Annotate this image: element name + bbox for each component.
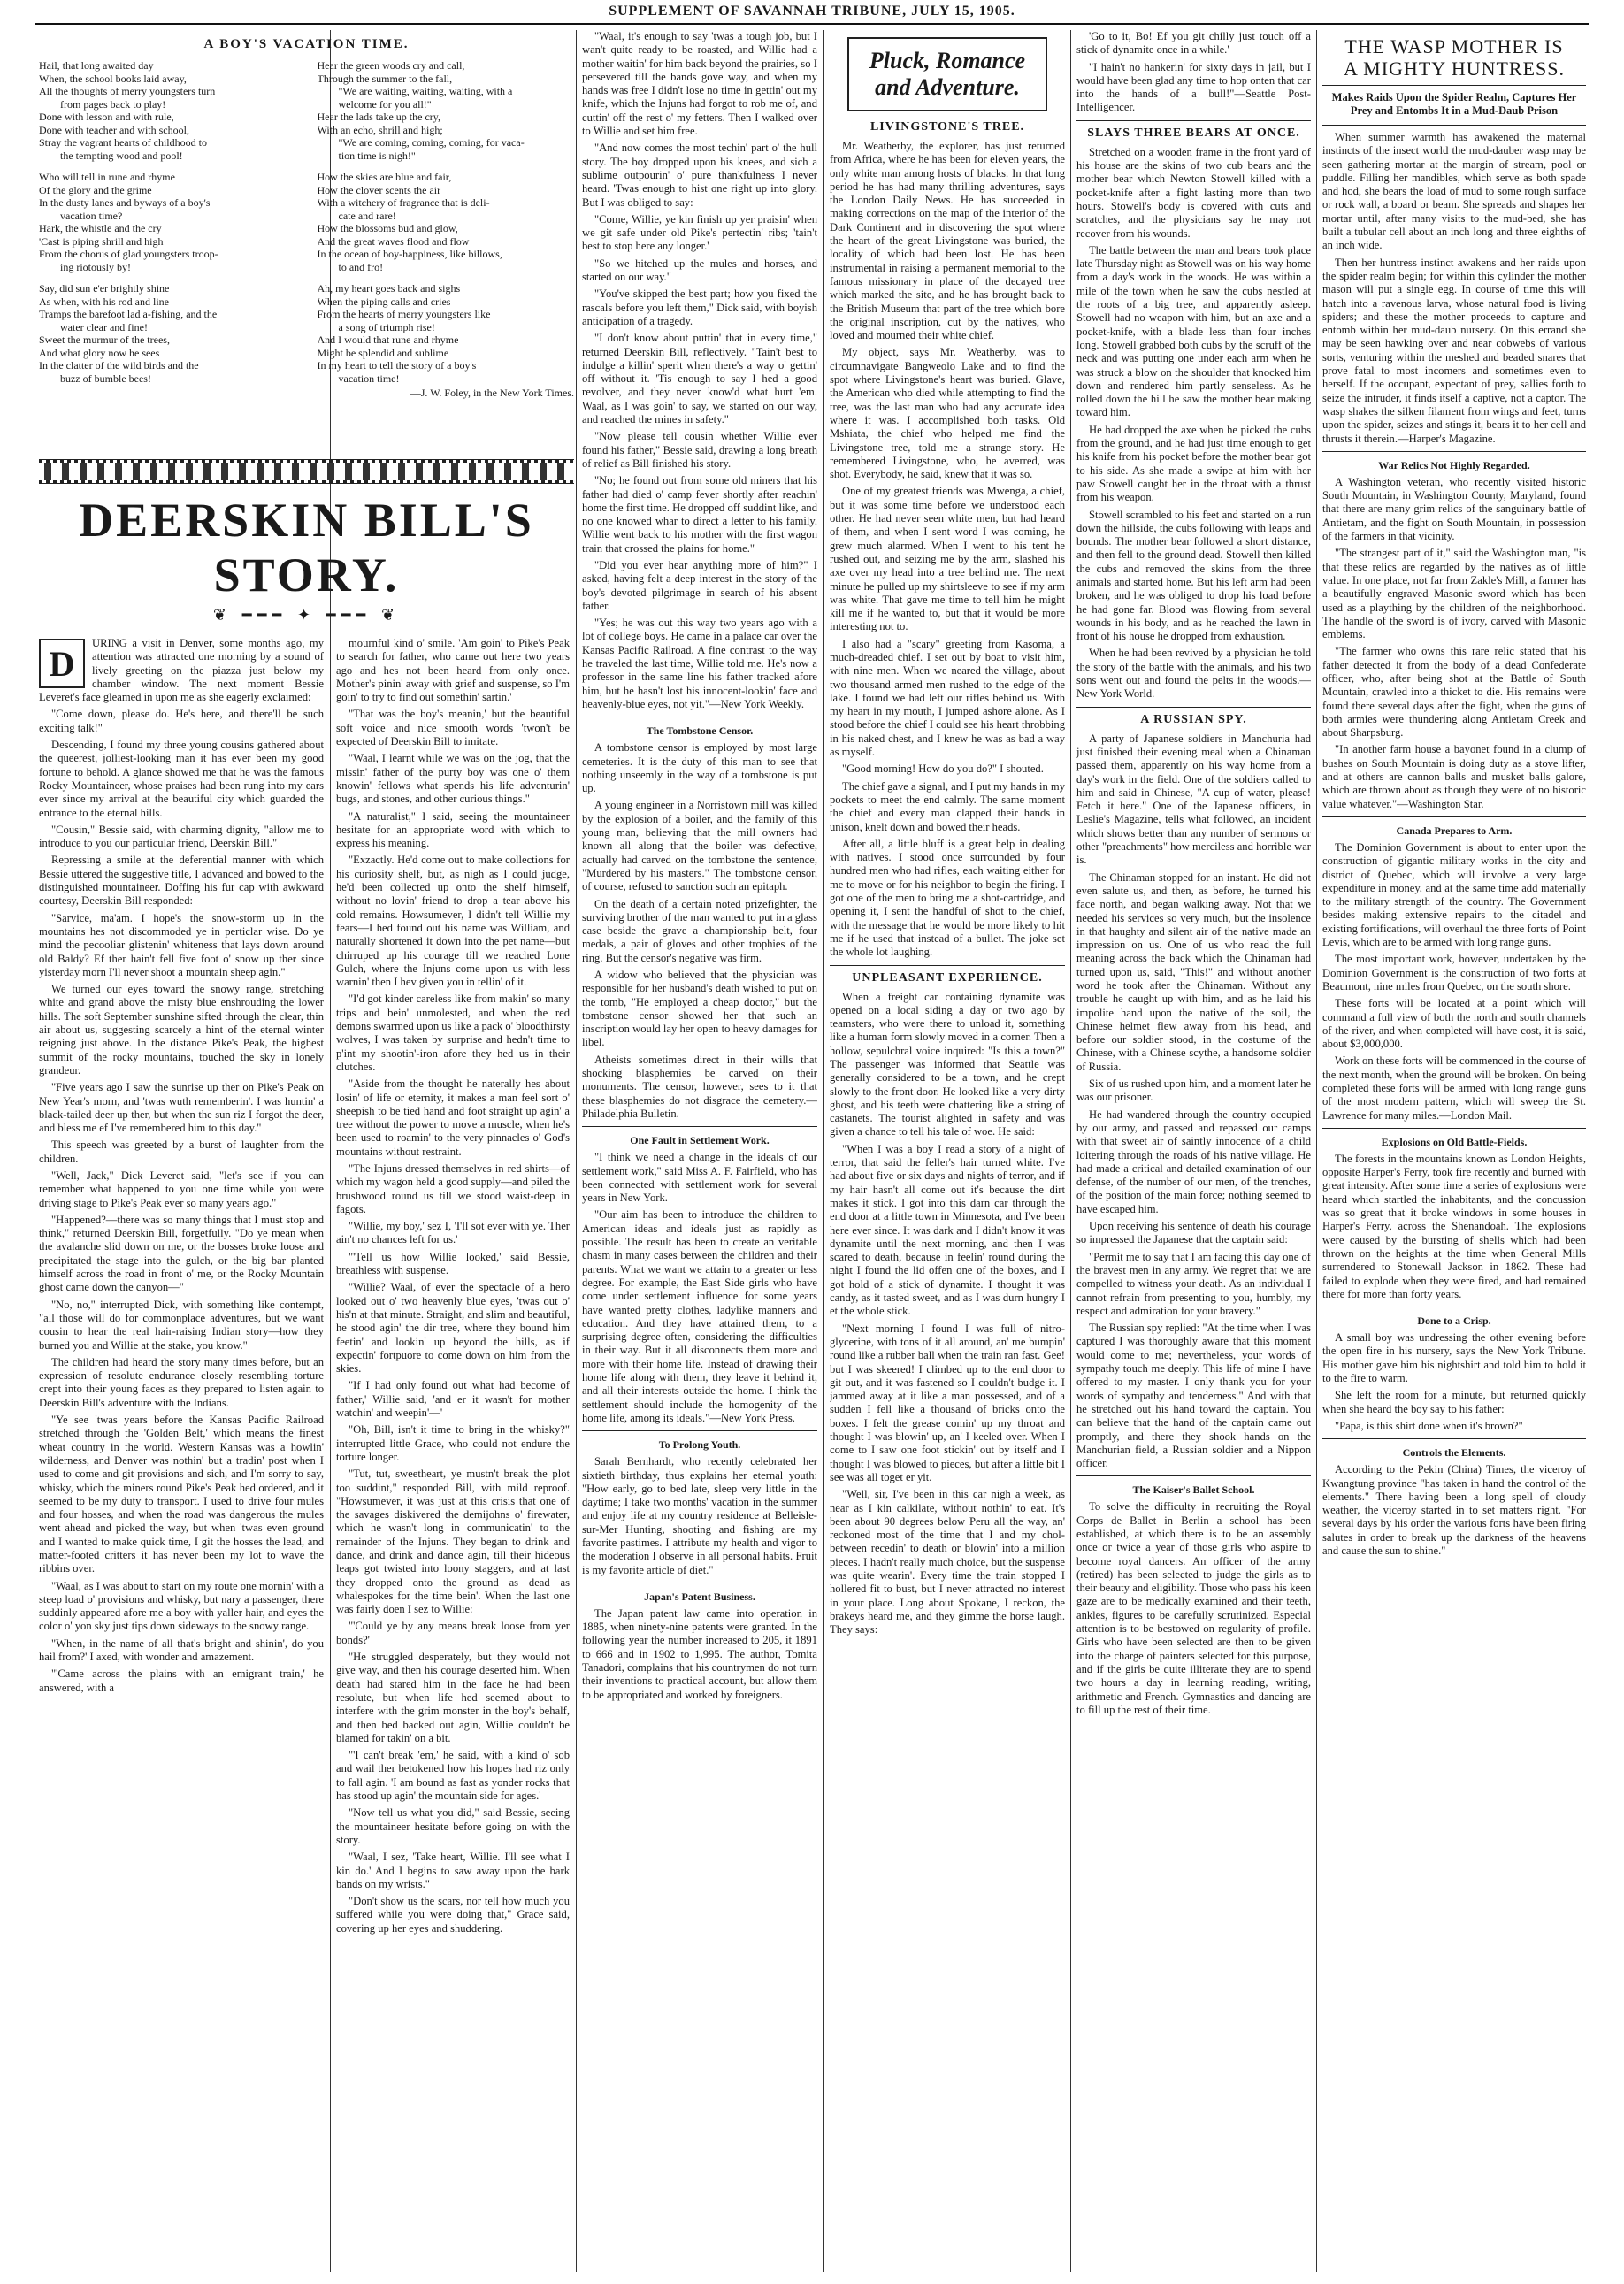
pluck-romance-banner	[847, 37, 1047, 111]
paragraph: Sarah Bernhardt, who recently celebrated her sixtieth birthday, thus explains her eternal youth: "How early, go to bed late, sleep very little in the daytime; I take two months' vacation in the summer and enjoy life at my country residence at Belleisle-sur-Mer Hunting, shooting and fishing are my favorite pastimes. I attribute my health and vigor to the moderation I observe in all personal habits. Fruit is my favorite article of diet."	[582, 1455, 817, 1576]
paragraph: The most important work, however, undertaken by the Dominion Government is the construction of two forts at Beaumont, nine miles from Quebec, on the south shore.	[1322, 953, 1586, 993]
story-col1-text	[39, 637, 324, 1695]
paragraph: A widow who believed that the physician was responsible for her husband's death wished to put on the tomb, "He employed a cheap doctor," but the tombstone censor showed her that such an inscription would lay her open to heavy damages for libel.	[582, 969, 817, 1049]
paragraph: A party of Japanese soldiers in Manchuria had just finished their evening meal when a Chinaman passed them, apparently on his way home from a day's work in the field. One of the soldiers called to him and said in Chinese, "A cup of water, please! Fetch it here." One of the Japanese officers, in Leslie's Magazine, tells what followed, an incident which shows better than any number of sermons or other "preachments" how merciless and horrible war is.	[1076, 732, 1311, 867]
paragraph: "So we hitched up the mules and horses, and started on our way."	[582, 257, 817, 284]
wasp-title-line-2: A MIGHTY HUNTRESS.	[1343, 57, 1566, 80]
paragraph: "In another farm house a bayonet found in a clump of bushes on South Mountain is doing duty as a stove lifter, and at others are cannon balls and musket balls galore, which are thrown about as though they were of no historic value whatever."—Washington Star.	[1322, 743, 1586, 810]
paragraph: A young engineer in a Norristown mill was killed by the explosion of a boiler, and the family of this young man, believing that the mill owners had known all along that the boiler was defective, actually had carved on the tombstone the sentence, "Murdered by his masters." The tombstone censor, of course, refused to sanction such an epitaph.	[582, 799, 817, 893]
paragraph: When summer warmth has awakened the maternal instincts of the insect world the mud-dauber wasp may be seen gathering mortar at the margin of stream, pool or puddle. Filling her mandibles, which serve as both spade and hod, she bears the load of mud to some rough surface or rock wall, a board or beam. She spreads and shapes her mortar until, after many visits to the mud-bed, she has built a tubular cell about an inch long and three eighths of an inch wide.	[1322, 131, 1586, 252]
paragraph: "I'd got kinder careless like from makin' so many trips and bein' unmolested, and when the red demons swarmed upon us like a pack o' bloodthirsty wolves, I was taken by surprise and hedn't time to p'int my shootin'-iron afore they hed us in their clutches.	[336, 993, 570, 1073]
paragraph: 'Go to it, Bo! Ef you git chilly just touch off a stick of dynamite once in a while.'	[1076, 30, 1311, 57]
poem-line: Of the glory and the grime	[39, 183, 152, 196]
crisp-heading: Done to a Crisp.	[1417, 1314, 1491, 1328]
relics-article	[1322, 476, 1586, 811]
poem-line: In the ocean of boy-happiness, like billows,	[317, 248, 502, 260]
paragraph: "I hain't no hankerin' for sixty days in jail, but I would have been glad any time to hop onten that car into the hands of a bull!"—Seattle Post-Intelligencer.	[1076, 60, 1311, 114]
settlement-article	[582, 1151, 817, 1425]
wasp-title-line-1: THE WASP MOTHER IS	[1344, 35, 1564, 57]
divider	[1322, 816, 1586, 817]
tombstone-article	[582, 741, 817, 1121]
poem-left-column	[39, 59, 296, 385]
paragraph: "Willie? Waal, of ever the spectacle of a hero looked out o' two heavenly blue eyes, 'twas out o' his'n at that minute. Straight, and slim and beautiful, he stood agin' the dir tree, where they bound him feetin' and lookin' up beyond the hills, as if expectin' fortpuore to come down on him from the skies.	[336, 1281, 570, 1376]
paragraph: Then her huntress instinct awakens and her raids upon the spider realm begin; for within this cylinder the mother mason will put a single egg. In course of time this will hatch into a ravenous larva, whose natural food is living spiders; and these the mother proceeds to capture and entomb within her mud-daub nursery. On this errand she may be seen hawking over and near cobwebs of various sorts, venturing within the meshed and beaded snares that prove fatal to most incomers and sometimes even to herself. If the occupant, expectant of prey, sallies forth to seize the intruder, it finds itself a captive, not a captor. The wasp shakes the silken filament from wings and feet, turns upon the spider, seizes and stings it, bears it to her cell and thrusts it therein.—Harper's Magazine.	[1322, 256, 1586, 445]
paragraph: "Waal, it's enough to say 'twas a tough job, but I wan't quite ready to be roasted, and Willie had a mother waitin' for him back beyond the prairies, so I persevered till the bands gove way, and when my hands was free I didn't lose no time in gettin' out my knife, which the Injuns had forgot to rob me of, and cuttin' off the rest o' my fetters. Then I walked over to Willie and set him free.	[582, 30, 817, 138]
bears-article	[1076, 146, 1311, 701]
stanza-gap	[318, 273, 575, 282]
poem-line: Done with teacher and with school,	[39, 123, 189, 136]
stanza-gap	[318, 162, 575, 171]
poem-line: Say, did sun e'er brightly shine	[39, 282, 170, 295]
divider	[582, 1126, 817, 1127]
paragraph: "Exzactly. He'd come out to make collections for his curiosity shelf, but, as nigh as I could judge, he'd been collected up onto the shelf himself, without no lovin' friend to drop a tear above his cold remains. Howsumever, I didn't tell Willie my fears—I hed found out his name was William, and naturally shortened it down into the pet name—but chirruped up his courage till we reached Lone Gulch, where the Injuns come upon us with less warnin' then I hev given you in tellin' of it.	[336, 854, 570, 989]
paragraph: Work on these forts will be commenced in the course of the next month, when the ground will be broken. On being completed these forts will be armed with long range guns of the most modern pattern, which will sweep the St. Lawrence for many miles.—London Mail.	[1322, 1054, 1586, 1122]
paragraph: One of my greatest friends was Mwenga, a chief, but it was some time before we understood each other. He had never seen white men, but had heard of them, and when I sent word I was coming, he grew much alarmed. When I went to his tent he rushed out, and seizing me by the arm, slashed his axe over my head into a tree behind me. The next minute he pulled up my shirtsleeve to see if my arm was white. That gave me time to tell him he might kill me if he wanted to, but that it would be more interesting not to.	[830, 485, 1065, 633]
settlement-heading: One Fault in Settlement Work.	[630, 1134, 770, 1147]
poem-line: Sweet the murmur of the trees,	[39, 333, 170, 346]
canada-article	[1322, 841, 1586, 1123]
paragraph: "Sarvice, ma'am. I hope's the snow-storm up in the mountains hes not discommoded ye in perticlar wise. Do ye mind the pecooliar glistenin' whiteness that lays down around old Baldy? Ef ther hain't fell five foot o' snow up ther since yisterday morn I'll never shoot a mountain sheep agin."	[39, 911, 324, 978]
youth-article	[582, 1455, 817, 1577]
poem-line: And the great waves flood and flow	[317, 234, 470, 248]
paragraph: The forests in the mountains known as London Heights, opposite Harper's Ferry, took fire recently and burned with great intensity. After some time a series of explosions were heard which startled the inhabitants, and the concussion was so great that it broke windows in some houses in Harper's Ferry, across the Shenandoah. The explosions were caused by the bursting of shells which had been thrown on the heights at the time when General Mills surrendered to Stonewall Jackson in 1862. These had failed to explode when they were fired, and had remained there for more than forty years.	[1322, 1152, 1586, 1300]
poem-line: With a witchery of fragrance that is deli-	[317, 196, 490, 209]
paragraph: "A naturalist," I said, seeing the mountaineer hesitate for an appropriate word with which to express his meaning.	[336, 809, 570, 850]
story-column-2	[336, 637, 570, 2275]
column-3	[582, 30, 817, 2275]
poem-line: from pages back to play!	[60, 97, 166, 111]
poem-line: When, the school books laid away,	[39, 72, 187, 85]
banner-line-1: Pluck, Romance	[869, 48, 1026, 73]
paragraph: The children had heard the story many times before, but an expression of resolute endurance closely resembling torture crept into their young faces as they prepared to listen again to Deerskin Bill's adventure with the Indians.	[39, 1355, 324, 1409]
paragraph: "'Came across the plains with an emigrant train,' he answered, with a	[39, 1667, 324, 1694]
paragraph: mournful kind o' smile. 'Am goin' to Pike's Peak to search for father, who came out here two years ago and hes not been heard from only once. Mother's pinin' away with grief and suspense, so I'm goin' to try to find out somethin' sartin.'	[336, 637, 570, 704]
paragraph: Stretched on a wooden frame in the front yard of his house are the skins of two cub bears and the mother bear which Newton Stowell killed with a pocket-knife after a fight lasting more than two hours. Stowell's body is covered with cuts and scratches, and the physicians say he may not recover from his wounds.	[1076, 145, 1311, 240]
paragraph: Mr. Weatherby, the explorer, has just returned from Africa, where he has been for eleven years, the only white man among hosts of blacks. In that long period he has had many thrilling adventures, says the London Daily News. He has succeeded in making corrections on the map of the interior of the Dark Continent and in discovering the spot where the heart of the great Livingstone was buried, the locality of which had been lost. He has been instrumental in raising a permanent memorial to the famous missionary in place of the decayed tree which marked the site, and he has brought back to the British Museum that part of the tree which bore the original inscription, cut by the natives, who loved and mourned their white chief.	[830, 140, 1065, 342]
explosions-heading: Explosions on Old Battle-Fields.	[1381, 1135, 1528, 1148]
paragraph: "Come, Willie, ye kin finish up yer praisin' when we git safe under old Pike's pertectin' ribs; 'tain't best to stop here any longer.'	[582, 212, 817, 253]
paragraph: A Washington veteran, who recently visited historic South Mountain, in Washington County, Maryland, found that there are many grim relics of the sanguinary battle of Antietam, and the fight on South Mountain, in possession of the farmers in that vicinity.	[1322, 475, 1586, 543]
paragraph: "When, in the name of all that's bright and shinin', do you hail from?' I axed, with wonder and amazement.	[39, 1636, 324, 1664]
paragraph: "If I had only found out what had become of father,' Willie said, 'and er it wasn't for mother watchin' and weepin'—'	[336, 1379, 570, 1420]
paragraph: "Now please tell cousin whether Willie ever found his father," Bessie said, drawing a long breath of relief as Bill finished his story.	[582, 430, 817, 470]
column-rule	[576, 30, 577, 2272]
story-col2-text	[336, 637, 570, 1935]
paragraph: When he had been revived by a physician he told the story of the battle with the animals, and his two sons went out and found the pelts in the woods.—New York World.	[1076, 647, 1311, 701]
spy-heading: A RUSSIAN SPY.	[1140, 712, 1247, 726]
paragraph: He had wandered through the country occupied by our army, and passed and repassed our camps with that sweet air of saintly innocence of a child loitering through the roads of his native village. He had made a critical and detailed examination of our defense, of the number of our men, of the trenches, of the position of the main force; nothing seemed to have escaped him.	[1076, 1108, 1311, 1215]
paragraph: "Ye see 'twas years before the Kansas Pacific Railroad stretched through the 'Golden Belt,' which means the finest wheat country in the world. Western Kansas was a howlin' wilderness, and Denver was nothin' but a tradin' post when I used to come and git provisions and sich, and I'm sorry to say, whisky, which the miners round Pike's Peak hed ordered, and it seemed to be my duty to transport. I used to drive four mules and four hosses, and when the road was dangerous the mules went ahead and picked the way, but when 'twas even ground and I wanted to make quick time, I git the hosses the lead, and matter-footed critters it has never been my lot to wave the ribbins over.	[39, 1414, 324, 1575]
poem-line: a song of triumph rise!	[338, 320, 435, 333]
poem-line: How the skies are blue and fair,	[317, 171, 452, 183]
paragraph: A small boy was undressing the other evening before the open fire in his nursery, says the New York Tribune. His mother gave him his nightshirt and told him to hold it to the fire to warm.	[1322, 1331, 1586, 1385]
paragraph: This speech was greeted by a burst of laughter from the children.	[39, 1138, 324, 1165]
paragraph: "Good morning! How do you do?" I shouted.	[842, 763, 1044, 776]
paragraph: On the death of a certain noted prizefighter, the surviving brother of the man wanted to put in a glass case beside the grave a championship belt, four medals, a pair of gloves and other trophies of the ring. But the censor's negative was firm.	[582, 897, 817, 964]
paragraph: "Tut, tut, sweetheart, ye mustn't break the plot too suddint," responded Bill, with mild reproof. "Howsumever, it was just at this crisis that one of the savages diskivered the demijohns o' firewater, which he wasn't long in communicatin' to the remainder of the Injuns. They began to drink and dance, and drink and dance agin, till their hideous leaps got twisted into loony staggers, and at last they dropped onto the ground as dead as whalespokes for the time bein'. When the last one was fairly doen I sez to Willie:	[336, 1468, 570, 1616]
spy-article	[1076, 732, 1311, 1471]
paragraph: "Five years ago I saw the sunrise up ther on Pike's Peak on New Year's morn, and 'twas wuth rememberin'. I was huntin' a black-tailed deer up ther, but when the sun riz I forgot the deer, and bless me ef I've remembered him to this day."	[39, 1081, 324, 1135]
paragraph: "Happened?—there was so many things that I must stop and think," returned Deerskin Bill, forgetfully. "Do ye mean when the avalanche slid down on me, or the bosses broke loose and precipitated the stage into the gulch, or the big bar planted himself across the road in front o' me, or the Rocky Mountain ghost came down the canyon—"	[39, 1213, 324, 1294]
unpleasant-continued	[1076, 30, 1311, 115]
poem-line: 'Cast is piping shrill and high	[39, 234, 164, 248]
divider	[830, 965, 1065, 966]
paragraph: "Well, Jack," Dick Leveret said, "let's see if you can remember what happened to you one time while you were driving stage to Pike's Peak ever so many years ago."	[39, 1169, 324, 1209]
paragraph: Repressing a smile at the deferential manner with which Bessie uttered the suggestive title, I advanced and bowed to the distinguished mountaineer. Doffing his fur cap with awkward courtesy, Deerskin Bill responded:	[39, 854, 324, 908]
poem-line: Hail, that long awaited day	[39, 59, 154, 72]
paragraph: "No, no," interrupted Dick, with something like contempt, "all those will do for commonplace adventures, but we want cousin to hear the real hair-raising Indian story—how they burned you and Willie at the stake, you know."	[39, 1298, 324, 1352]
paragraph: Stowell scrambled to his feet and started on a run down the hillside, the cubs following with leaps and bounds. The mother bear followed a short distance, and then fell to the ground dead. Stowell then killed the cubs and removed the skins from the three animals and started home. But his left arm had been broken, and he was obliged to drop his load before he had gone far. Blood was flowing from several wounds in his body, and as he reached the lawn in front of his house he dropped from exhaustion.	[1076, 508, 1311, 643]
poem-line: In the dusty lanes and byways of a boy's	[39, 196, 211, 209]
paragraph: "Waal, I learnt while we was on the jog, that the missin' father of the purty boy was one o' them knowin' fellows what spends his life adventurin' bugs, and stones, and other curious things."	[336, 752, 570, 806]
paragraph: "The farmer who owns this rare relic stated that his father detected it from the body of a dead Confederate officer, who, after being shot at the Battle of South Mountain, crawled into a thicket to die. His remains were found there several days after the fight, when the guns of both armies were thundering along Antietam Creek and about Sharpsburg.	[1322, 645, 1586, 740]
canada-heading: Canada Prepares to Arm.	[1396, 824, 1513, 837]
paragraph: "'I can't break 'em,' he said, with a kind o' sob and wail ther betokened how his hopes had riz only to fall agin. 'I am bound as fast as yonder rocks that has stood up agin' the mountain side for ages.'	[336, 1749, 570, 1803]
paragraph: Descending, I found my three young cousins gathered about the queerest, jolliest-looking man it has ever been my good fortune to behold. A glance showed me that he was the famous Rocky Mountaineer, whose praises had been rung into my ears ever since my arrival at the beautiful city which guarded the entrance to the eternal hills.	[39, 739, 324, 819]
unpleasant-heading: UNPLEASANT EXPERIENCE.	[852, 970, 1043, 985]
story-column-1	[39, 637, 324, 2275]
paragraph: "Cousin," Bessie said, with charming dignity, "allow me to introduce to you our particular friend, Deerskin Bill."	[39, 823, 324, 850]
divider	[1322, 1438, 1586, 1439]
paragraph: We turned our eyes toward the snowy range, stretching white and grand above the misty blue enshrouding the lower hills. The soft September sunshine sifted through the clear, thin air about us, suggesting scarcely a hint of the eternal winter reigning just above. In the distance Pike's Peak, the highest summit of the rocky mountains, touched the sky in lonely grandeur.	[39, 983, 324, 1077]
poem-line: Tramps the barefoot lad a-fishing, and the	[39, 308, 218, 320]
livingstone-article	[830, 140, 1065, 960]
poem-line: buzz of bumble bees!	[60, 372, 151, 385]
elements-article	[1322, 1463, 1586, 1558]
poem-line: With an echo, shrill and high;	[317, 123, 443, 136]
paragraph: "Oh, Bill, isn't it time to bring in the whisky?" interrupted little Grace, who could not endure the torture longer.	[336, 1423, 570, 1463]
divider	[1322, 1128, 1586, 1129]
paragraph: She left the room for a minute, but returned quickly when she heard the boy say to his father:	[1322, 1389, 1586, 1415]
paragraph: The Dominion Government is about to enter upon the construction of gigantic military works in the city and district of Quebec, which will involve a very large expenditure in money, and at the same time add materially to the military strength of the country. The Government besides making extensive repairs to the citadel and existing fortifications, will overhaul the three forts of Point Levis, which are to be armed with long range guns.	[1322, 840, 1586, 949]
poem-signature: —J. W. Foley, in the New York Times.	[410, 387, 574, 399]
paragraph: "You've skipped the best part; how you fixed the rascals before you left them," Dick said, with boyish anticipation of a tragedy.	[582, 287, 817, 327]
paragraph: "'Tell us how Willie looked,' said Bessie, breathless with suspense.	[336, 1250, 570, 1277]
paragraph: To solve the difficulty in recruiting the Royal Corps de Ballet in Berlin a school has been established, at which there is to be an assembly once or twice a year of those girls who aspire to become royal dancers. An officer of the army (retired) has been selected to judge the girls as to their beauty and eligibility. Those who pass his keen gaze are to be medically examined and their teeth, ankles, figures to be carefully scrutinized. Especial attention is to be bestowed on regularity of profile. Girls who have been selected are then to be given into the charge of painters selected for this purpose, and if the girls be quite illiterate they are to spend two hours a day in learning reading, writing, arithmetic and French. Gymnastics and dancing are to fill up the rest of their time.	[1076, 1500, 1311, 1716]
paragraph: "He struggled desperately, but they would not give way, and then his courage deserted him. When death had stared him in the face he had been resolute, but when life hed seemed about to interfere with the grim monster in the boy's behalf, and then bed backed out agin, Willie couldn't be blamed for takin' on a bit.	[336, 1651, 570, 1744]
paragraph: "Come down, please do. He's here, and there'll be such exciting talk!"	[39, 708, 324, 734]
column-5	[1076, 30, 1311, 2275]
poem-line: As when, with his rod and line	[39, 295, 169, 308]
ballet-heading: The Kaiser's Ballet School.	[1132, 1483, 1255, 1497]
unpleasant-article	[830, 991, 1065, 1637]
paragraph: "Yes; he was out this way two years ago with a lot of college boys. He came in a palace car over the Kansas Pacific Railroad. A fine contrast to the way he traveled the last time, Willie told me. He's now a professor in the same line his father tracked afore him, but he hasn't lost his innocent-lookin' face and heavenly-blue eyes, not yit."—New York Weekly.	[582, 617, 817, 710]
paragraph: "Permit me to say that I am facing this day one of the bravest men in any army. We regret that we are compelled to witness your death. As an individual I cannot refrain from presenting to you, humbly, my respect and admiration for your bravery."	[1076, 1250, 1311, 1317]
paragraph: Six of us rushed upon him, and a moment later he was our prisoner.	[1076, 1077, 1311, 1104]
poem-line: cate and rare!	[338, 209, 396, 222]
stanza-gap	[39, 273, 296, 282]
paragraph: A tombstone censor is employed by most large cemeteries. It is the duty of this man to see that nothing unseemly in the way of a tombstone is put up.	[582, 741, 817, 795]
paragraph: "And now comes the most techin' part o' the hull story. The boy dropped upon his knees, and sich a sublime outpourin' o' pure thankfulness I never heard. 'Twas enough to hist one right up into glory. But I was obliged to say:	[582, 142, 817, 209]
poem-title: A BOY'S VACATION TIME.	[203, 37, 410, 51]
poem-section	[39, 30, 574, 472]
poem-line: And I would that rune and rhyme	[317, 333, 459, 346]
paragraph: "'Could ye by any means break loose from yer bonds?'	[336, 1620, 570, 1646]
ornamental-border	[39, 459, 574, 484]
divider	[582, 1430, 817, 1431]
banner-line-2: and Adventure.	[875, 74, 1020, 100]
poem-line: vacation time?	[60, 209, 123, 222]
divider	[1322, 451, 1586, 452]
poem-line: How the blossoms bud and glow,	[317, 222, 458, 234]
poem-line: Hear the lads take up the cry,	[317, 111, 440, 123]
paragraph: According to the Pekin (China) Times, the viceroy of Kwangtung province "has taken in hand the control of the elements." There having been a long spell of cloudy weather, the viceroy started in to set matters right. "For several days by his order the various forts have been firing salutes in order to break up the darkness of the heavens and cause the sun to shine."	[1322, 1463, 1586, 1558]
poem-line: In my heart to tell the story of a boy's	[317, 359, 477, 372]
poem-line: tion time is nigh!"	[338, 149, 416, 162]
paragraph: "Willie, my boy,' sez I, 'I'll sot ever with ye. Ther ain't no chances left for us.'	[336, 1220, 570, 1246]
paragraph: "No; he found out from some old miners that his father had died o' camp fever shortly after reachin' home the first time. He dropped off suddint like, and no one knowed whar to direct a letter to his family. Willie went back to his mother with the first wagon train that crossed the plains for home."	[582, 474, 817, 555]
ornament-divider: ❦ ━━━ ✦ ━━━ ❦	[212, 606, 401, 625]
poem-line: Might be splendid and sublime	[317, 346, 449, 359]
divider	[1076, 120, 1311, 121]
crisp-article	[1322, 1331, 1586, 1433]
paragraph: "Now tell us what you did," said Bessie, seeing the mountaineer hesitate before going on with the story.	[336, 1806, 570, 1846]
masthead: SUPPLEMENT OF SAVANNAH TRIBUNE, JULY 15, 1905.	[35, 4, 1589, 25]
wasp-deck: Makes Raids Upon the Spider Realm, Captures Her Prey and Entombs It in a Mud-Daub Prison	[1331, 91, 1577, 117]
column-4	[830, 30, 1065, 2275]
poem-line: Through the summer to the fall,	[317, 72, 453, 85]
poem-line: Ah, my heart goes back and sighs	[317, 282, 461, 295]
poem-line: From the chorus of glad youngsters troop-	[39, 248, 218, 260]
poem-line: the tempting wood and pool!	[60, 149, 183, 162]
paragraph: After all, a little bluff is a great help in dealing with natives. I stood once surrounded by four hundred men who had rifles, each waiting either for me to move or for his neighbor to begin the firing. I got one of the men to bring me a shot-cartridge, and opening it, I sent the handful of shot to the chief, with the message that he would be more likely to hit me if he used that instead of a bullet. The joke set the whole lot laughing.	[830, 837, 1065, 959]
livingstone-heading: LIVINGSTONE'S TREE.	[869, 120, 1025, 134]
paragraph: "Well, sir, I've been in this car nigh a week, as near as I kin calkilate, without nothin' to eat. It's been about 90 degrees below Peru all the way, an' reckoned most of the time that I and my chol-between recedin' to death or blowin' into a million pieces. I hadn't really much choice, but the suspense was quite wearin'. Every time the train stopped I hollered fit to bust, but I never attracted no interest in your place. Long about Spokane, I reckon, the brakeys heard me, and they gimme the horse laugh. They says:	[830, 1488, 1065, 1636]
paragraph: "Our aim has been to introduce the children to American ideas and ideals just as rapidly as possible. The result has been to create an veritable chasm in many cases between the children and their parents. What we want we attain to a greater or less degree. For example, the East Side girls who have come under settlement influence for some years have wanted pretty clothes, ladylike manners and education. And they have attained them, to a surprising degree often, considering the difficulties in their way. But it all disconnects them more and more with their home life. Instead of drawing their home life along with them, they leave it behind it, and all their interests outside the home. I think the settlement should include the homogenity of the home life, among its ideals."—New York Press.	[582, 1208, 817, 1424]
poem-line: "We are waiting, waiting, waiting, with a	[338, 85, 513, 97]
divider	[1322, 85, 1586, 86]
bears-heading: SLAYS THREE BEARS AT ONCE.	[1087, 126, 1300, 140]
divider	[1322, 125, 1586, 126]
poem-line: "We are coming, coming, coming, for vaca-	[338, 136, 525, 149]
story-heading	[39, 447, 574, 632]
divider	[1076, 1475, 1311, 1476]
poem-line: vacation time!	[338, 372, 400, 385]
paragraph: "When I was a boy I read a story of a night of terror, that said the feller's hair turned white. I've had about five or six days and nights of terror, and if my hair hasn't all come out it's because the dirt makes it stick. I got into this darn car through the end door at a little town in Minnesota, and I've been here ever since. It was dark and I didn't know it was dynamite until the next morning, and then I was scared to death, because in feelin' round during the night I found the lid offen one of the boxes, and I got hold of a stick of dynamite. I thought it was candy, as it tasted sweet, and as I was durn hungry I et the whole stick.	[830, 1142, 1065, 1318]
divider	[1076, 707, 1311, 708]
paragraph: "That was the boy's meanin,' but the beautiful soft voice and nice smooth words 'twon't be expected of Deerskin Bill to imitate.	[336, 708, 570, 748]
paragraph: The chief gave a signal, and I put my hands in my pockets to meet the end calmly. The same moment the chief and every man clapped their hands in unison, knelt down and bowed their heads.	[830, 779, 1065, 833]
poem-line: And what glory now he sees	[39, 346, 160, 359]
drop-cap: D	[39, 639, 85, 688]
elements-heading: Controls the Elements.	[1402, 1446, 1506, 1460]
paragraph: The Russian spy replied: "At the time when I was captured I was thoroughly aware that this moment would come to me; nevertheless, your words of sympathy touch me deeply. This life of mine I have offered to my master. I only thank you for your words of sympathy and tenderness." And with that he stretched out his hand toward the captain. You can believe that the hand of the captain came out promptly, and there they shook hands on the Manchurian field, a Russian soldier and a Nippon officer.	[1076, 1322, 1311, 1470]
paragraph: URING a visit in Denver, some months ago, my attention was attracted one morning by a sound of lively greeting on the piazza just below my chamber window. The next moment Bessie Leveret's face gleamed in upon me as she eagerly exclaimed:	[39, 637, 324, 704]
poem-line: How the clover scents the air	[317, 183, 441, 196]
paragraph: "Papa, is this shirt done when it's brown?"	[1335, 1419, 1523, 1432]
ballet-article	[1076, 1500, 1311, 1717]
wasp-title	[1322, 35, 1586, 80]
stanza-gap	[39, 162, 296, 171]
relics-heading: War Relics Not Highly Regarded.	[1378, 458, 1530, 471]
poem-line: Who will tell in rune and rhyme	[39, 171, 175, 183]
paragraph: "Waal, I sez, 'Take heart, Willie. I'll see what I kin do.' And I begins to saw away upon the bark bands on my wrists."	[336, 1851, 570, 1890]
paragraph: "Don't show us the scars, nor tell how much you suffered while you were doing that," Grace said, covering up her eyes and shuddering.	[336, 1895, 570, 1935]
paragraph: When a freight car containing dynamite was opened on a local siding a day or two ago by teamsters, who were there to unload it, something like a human form slowly moved in a corner. Then a hollow, sepulchral voice inquired: "Is this a town?" The passenger was informed that Seattle was generally considered to be a town, and he crept slowly to the front door. He looked like a very dirty ghost, and his teeth were chattering like a string of castanets. The tourist alighted in safety and was given a chance to tell his tale of woe. He said:	[830, 990, 1065, 1138]
poem-line: Hear the green woods cry and call,	[317, 59, 465, 72]
poem-line: Stray the vagrant hearts of childhood to	[39, 136, 207, 149]
story-title: DEERSKIN BILL'S STORY.	[79, 494, 534, 602]
youth-heading: To Prolong Youth.	[658, 1438, 741, 1452]
paragraph: My object, says Mr. Weatherby, was to circumnavigate Bangweolo Lake and to find the spot where Livingstone's heart was buried. Glave, the American who died while attempting to find the tree, was the last man who had any accurate idea where it was. I accomplished both tasks. Old Mshiata, the chief who helped me find the Livingstone tree, told me a strange story. He remembered Livingstone, who, he averred, was shot. Everybody, he said, knew that it was so.	[830, 346, 1065, 481]
paragraph: "Did you ever hear anything more of him?" I asked, having felt a deep interest in the story of the boy's devoted pilgrimage in search of his absent father.	[582, 558, 817, 612]
poem-line: All the thoughts of merry youngsters turn	[39, 85, 216, 97]
poem-line: From the hearts of merry youngsters like	[317, 308, 491, 320]
paragraph: "Next morning I found I was full of nitro-glycerine, with tons of it all around, an' me bumpin' round like a rubber ball when the train ran fast. Gee! but I was skeered! I climbed up to the end door to git out, and it was fastened so I couldn't budge it. I jammed away at it like a man possessed, and of a sudden I fell like a thousand of bricks onto the boxes. I felt the grease comin' up my throat and thought I was blowin' up, an' I keeled over. When I come to I saw one foot stickin' out by itself and I thought I was blowed to pieces, but after a little bit I see was all toget er yit.	[830, 1322, 1065, 1483]
paragraph: "I think we need a change in the ideals of our settlement work," said Miss A. F. Fairfield, who has been connected with settlement work for several years in New York.	[582, 1151, 817, 1205]
paragraph: These forts will be located at a point which will command a full view of both the north and south channels of the river, and when completed will have cost, it is said, about $3,000,000.	[1322, 997, 1586, 1051]
japan-article	[582, 1607, 817, 1702]
explosions-article	[1322, 1153, 1586, 1301]
tombstone-heading: The Tombstone Censor.	[646, 724, 754, 738]
japan-heading: Japan's Patent Business.	[644, 1590, 755, 1603]
paragraph: "I don't know about puttin' that in every time," returned Deerskin Bill, reflectively. "Tain't best to indulge a killin' sperit when there's a way o' gettin' off without it. 'Tis enough to say I hed a good revolver, and they never know'd what hurt 'em. Waal, as I was goin' to say, we started on our way, and reached the mines in safety."	[582, 332, 817, 426]
paragraph: "The Injuns dressed themselves in red shirts—of which my wagon held a good supply—and piled the brushwood round us till we stood waist-deep in fagots.	[336, 1161, 570, 1215]
column-rule	[1316, 30, 1317, 2272]
poem-line: In the clatter of the wild birds and the	[39, 359, 199, 372]
wasp-article	[1322, 131, 1586, 446]
paragraph: I also had a "scary" greeting from Kasoma, a much-dreaded chief. I set out by boat to visit him, with nine men. When we neared the village, about two thousand armed men rushed to the edge of the lake. I found we had left our rifles behind us. With my heart in my mouth, I jumped ashore alone. As I stood before the chief I could see his heart throbbing in his naked chest, and I knew he was as bad a way as myself.	[830, 637, 1065, 759]
poem-line: welcome for you all!"	[338, 97, 432, 111]
paragraph: The battle between the man and bears took place late Thursday night as Stowell was on his way home from a day's work in the woods. He was within a mile of the town when he saw the cubs nestled at the roots of a big tree, and apparently asleep. Stowell had no weapon with him, but an axe and a pocket-knife, with a blade less than four inches long. Stowell grabbed both cubs by the scruff of the neck and was putting one under each arm when he was struck a blow on the shoulder that knocked him down and rendered him partly senseless. As he rolled down the hill he saw the mother bear making toward him.	[1076, 243, 1311, 419]
paragraph: Atheists sometimes direct in their wills that shocking blasphemies be carved on their monuments. The censor, however, sees to it that these blasphemies do not disgrace the cemetery.—Philadelphia Bulletin.	[582, 1053, 817, 1120]
poem-line: When the piping calls and cries	[317, 295, 451, 308]
poem-line: ing riotously by!	[60, 260, 131, 273]
poem-line: Done with lesson and with rule,	[39, 111, 174, 123]
paragraph: He had dropped the axe when he picked the cubs from the ground, and he had just time enough to get his knife from his pocket before the mother bear got to his side. As she made a swipe at him with her paw Stowell caught her in the throat with a thrust from his weapon.	[1076, 423, 1311, 504]
paragraph: "The strangest part of it," said the Washington man, "is that these relics are regarded by the natives as of little value. In one place, not far from Zakle's Mill, a farmer has a beautifully engraved Masonic sword which has been used as a plaything by the children of the neighborhood. The handle of the sword is of ivory, carved with Masonic emblems.	[1322, 547, 1586, 641]
poem-right-column	[318, 59, 575, 385]
paragraph: The Chinaman stopped for an instant. He did not even salute us, and then, as before, he turned his face north, and began walking away. Not that we needed his services so very much, but the insolence in that haughty and silent air of the native made an impression on us. One of us who read the full meaning across the back which the Chinaman had turned upon us, said, "This!" and without another word he took after the Chinaman. Without any trouble he caught up with him, and as he laid his impolite hand upon the native of the soil, the Chinese helmet flew away from his head, and before our soldier stood, in the costume of the Chinese, with a Chinese scythe, a handsome soldier of Russia.	[1076, 870, 1311, 1073]
poem-line: to and fro!	[338, 260, 384, 273]
column-6	[1322, 30, 1586, 2275]
poem-body	[39, 59, 574, 385]
poem-line: Hark, the whistle and the cry	[39, 222, 162, 234]
column-rule	[1070, 30, 1071, 2272]
paragraph: "Aside from the thought he naterally hes about losin' of life or eternity, it makes a man feel sort o' sheepish to be tied hand and foot straight up agin' a tree without the power to move a muscle, when he's been used to roamin' to the very pinnacles o' God's mountains without restraint.	[336, 1077, 570, 1158]
poem-line: water clear and fine!	[60, 320, 148, 333]
story-col3-text	[582, 30, 817, 711]
paragraph: "Waal, as I was about to start on my route one mornin' with a steep load o' provisions and whisky, but nary a passenger, there suddinly appeared afore me a boy with yaller hair, and eyes the color o' yon sky just tips down sideways to the snowy range.	[39, 1579, 324, 1633]
column-rule	[823, 30, 824, 2272]
paragraph: Upon receiving his sentence of death his courage so impressed the Japanese that the captain said:	[1076, 1220, 1311, 1246]
paragraph: The Japan patent law came into operation in 1885, when ninety-nine patents were granted. In the following year the number increased to 205, it 1891 to 666 and in 1902 to 1,995. The author, Tomita Tanadori, complains that his countrymen do not turn their inventions to practical account, but allow them to be appropriated and worked by foreigners.	[582, 1606, 817, 1701]
